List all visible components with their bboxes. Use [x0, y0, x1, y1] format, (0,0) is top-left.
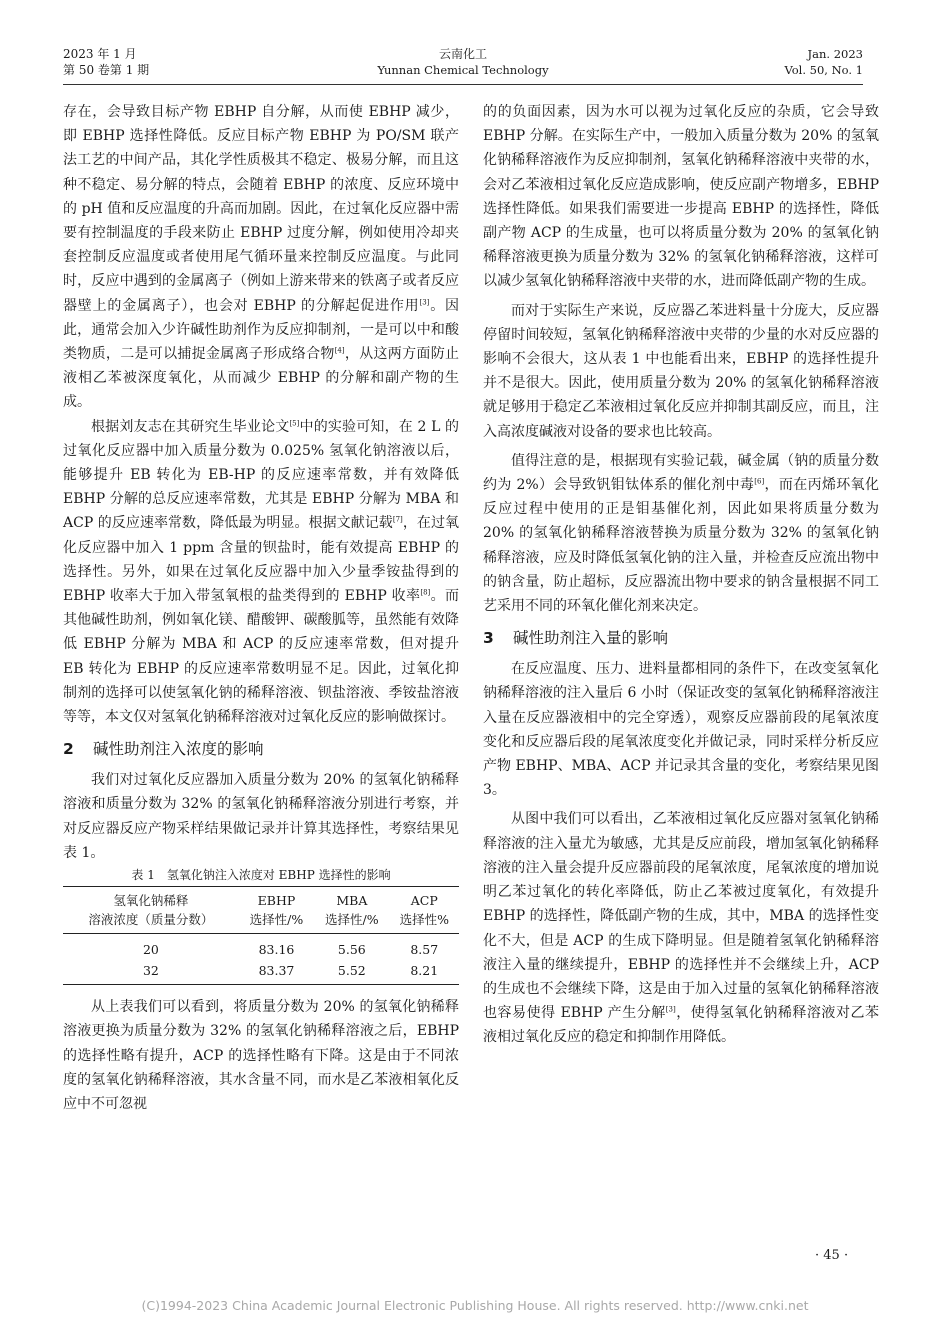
text-run: ，在过氧化反应器中加入 1 ppm 含量的钡盐时，能有效提高 EBHP 的选择性。另外，如果在过氧化反应器中加入少量季铵盐得到的 EBHP 收率大于加入带氢氧根的盐类得到的 EBHP 收率 [63, 515, 459, 605]
table-header-cell: 选择性/% [239, 910, 314, 934]
table-header-cell: 选择性/% [314, 910, 389, 934]
table-cell: 8.57 [410, 942, 439, 958]
right-column [483, 100, 879, 1050]
section-number: 3 [483, 629, 494, 648]
table-header-cell: 选择性% [390, 910, 459, 934]
table-cell: 5.56 [337, 942, 366, 958]
table-caption: 表 1 氢氧化钠注入浓度对 EBHP 选择性的影响 [131, 868, 391, 883]
table-header-cell: MBA [314, 887, 389, 911]
left-column [63, 100, 459, 1116]
section-title: 碱性助剂注入浓度的影响 [93, 740, 264, 759]
header-volume-cn: 第 50 卷第 1 期 [63, 63, 150, 77]
citation: [6] [754, 477, 765, 486]
table-header-cell: ACP [390, 887, 459, 911]
page-number: · 45 · [815, 1248, 849, 1263]
header-volume-en: Vol. 50, No. 1 [784, 63, 863, 77]
paragraph: 而对于实际生产来说，反应器乙苯进料量十分庞大，反应器停留时间较短，氢氧化钠稀释溶液中夹带的少量的水对反应器的影响不会很大，这从表 1 中也能看出来，EBHP 的选择性提升并不是很大。因此，使用质量分数为 20% 的氢氧化钠稀释溶液就足够用于稳定乙苯液相过氧化反应并抑制其副反应，而且，注入高浓度碱液对设备的要求也比较高。 [483, 302, 879, 440]
text-run: 中的实验可知，在 2 L 的过氧化反应器中加入质量分数为 0.025% 氢氧化钠溶液以后，能够提升 EB 转化为 EB-HP 的反应速率常数，并有效降低 EBHP 分解的总反应速率常数，尤其是 EBHP 分解为 MBA 和 ACP 的反应速率常数，降低最为明显。根据文献记载 [63, 418, 459, 532]
selectivity-table [63, 886, 459, 985]
citation: [8] [420, 588, 431, 597]
text-run: 根据刘友志在其研究生毕业论文 [91, 418, 290, 435]
text-run: 存在，会导致目标产物 EBHP 自分解，从而使 EBHP 减少，即 EBHP 选择性降低。反应目标产物 EBHP 为 PO/SM 联产法工艺的中间产品，其化学性质极其不稳定、极易分解，而且这种不稳定、易分解的特点，会随着 EBHP 的浓度、反应环境中的 pH 值和反应温度的升高而加剧。因此，在过氧化反应器中需要有控制温度的手段来防止 EBHP 过度分解，例如使用冷却夹套控制反应温度或者使用尾气循环量来控制反应温度。与此同时，反应中遇到的金属离子（例如上游来带来的铁离子或者反应器壁上的金属离子），也会对 EBHP 的分解起促进作用 [63, 104, 459, 314]
citation: [3] [665, 1005, 676, 1014]
journal-title-en: Yunnan Chemical Technology [377, 63, 549, 77]
table-row [63, 934, 459, 961]
text-run: ，而在丙烯环氧化反应过程中使用的正是钼基催化剂，因此如果将质量分数为 20% 的氢氧化钠稀释溶液替换为质量分数为 32% 的氢氧化钠稀释溶液，应及时降低氢氧化钠的注入量，并检查反应流出物中的钠含量，防止超标，反应器流出物中要求的钠含量根据不同工艺采用不同的环氧化催化剂来决定。 [483, 477, 879, 615]
journal-title-cn: 云南化工 [438, 47, 487, 61]
paragraph [63, 415, 459, 730]
section-title: 碱性助剂注入量的影响 [513, 629, 669, 648]
table-cell: 83.16 [258, 942, 295, 958]
text-run: ，从这两方面防止液相乙苯被深度氧化，从而减少 EBHP 的分解和副产物的生成。 [63, 346, 460, 411]
text-run: 。因此，通常会加入少许碱性助剂作为反应抑制剂，一是可以中和酸类物质，二是可以捕捉金属离子形成络合物 [63, 297, 459, 363]
citation: [5] [289, 418, 300, 427]
text-run: 值得注意的是，根据现有实验记载，碱金属（钠的质量分数约为 2%）会导致钒钼钛体系的催化剂中毒 [483, 452, 879, 494]
text-run: ，使得氢氧化钠稀释溶液对乙苯液相过氧化反应的稳定和抑制作用降低。 [483, 1005, 879, 1046]
table-cell: 8.21 [390, 960, 459, 985]
header-date-en: Jan. 2023 [807, 47, 863, 61]
table-header-cell: EBHP [239, 887, 314, 911]
header-rule [63, 84, 863, 85]
table-header-row [63, 910, 459, 934]
table-row [63, 960, 459, 985]
section-heading-3 [483, 626, 879, 650]
header-journal [63, 46, 863, 78]
paragraph: 我们对过氧化反应器加入质量分数为 20% 的氢氧化钠稀释溶液和质量分数为 32% 的氢氧化钠稀释溶液分别进行考察，并对反应器反应产物采样结果做记录并计算其选择性，考察结果见表 1。 [63, 772, 459, 861]
header-issue-en [784, 46, 863, 78]
paragraph: 的的负面因素，因为水可以视为过氧化反应的杂质，它会导致 EBHP 分解。在实际生产中，一般加入质量分数为 20% 的氢氧化钠稀释溶液作为反应抑制剂，氢氧化钠稀释溶液中夹带的水，会对乙苯液相过氧化反应造成影响，使反应副产物增多，EBHP 选择性降低。如果我们需要进一步提高 EBHP 的选择性，降低副产物 ACP 的生成量，也可以将质量分数为 20% 的氢氧化钠稀释溶液更换为质量分数为 32% 的氢氧化钠稀释溶液，这样可以减少氢氧化钠稀释溶液中夹带的水，进而降低副产物的生成。 [483, 104, 879, 290]
paragraph [63, 100, 459, 415]
paragraph [483, 449, 879, 618]
table-header-cell: 溶液浓度（质量分数） [63, 910, 239, 934]
section-heading-2 [63, 737, 459, 761]
citation: [7] [392, 515, 403, 524]
table-header-cell: 氢氧化钠稀释 [63, 887, 239, 911]
text-run: 。而其他碱性助剂，例如氧化镁、醋酸钾、碳酸胍等，虽然能有效降低 EBHP 分解为 MBA 和 ACP 的反应速率常数，但对提升 EB 转化为 EBHP 的反应速率常数明显不足。因此，过氧化抑制剂的选择可以使氢氧化钠的稀释溶液、钡盐溶液、季铵盐溶液等等，本文仅对氢氧化钠稀释溶液对过氧化反应的影响做探讨。 [63, 588, 460, 726]
paragraph: 在反应温度、压力、进料量都相同的条件下，在改变氢氧化钠稀释溶液的注入量后 6 小时（保证改变的氢氧化钠稀释溶液注入量在反应器液相中的完全穿透），观察反应器前段的尾氧浓度变化和反应器后段的尾氧浓度变化并做记录，同时采样分析反应产物 EBHP、MBA、ACP 并记录其含量的变化，考察结果见图 3。 [483, 661, 880, 799]
paragraph: 从上表我们可以看到，将质量分数为 20% 的氢氧化钠稀释溶液更换为质量分数为 32% 的氢氧化钠稀释溶液之后，EBHP 的选择性略有提升，ACP 的选择性略有下降。这是由于不同浓度的氢氧化钠稀释溶液，其水含量不同，而水是乙苯液相氧化反应中不可忽视 [63, 999, 459, 1112]
table-cell: 32 [63, 960, 239, 985]
table-cell: 83.37 [239, 960, 314, 985]
running-header [63, 46, 863, 82]
citation: [4] [334, 346, 345, 355]
copyright-footer: (C)1994-2023 China Academic Journal Electronic Publishing House. All rights reserved. http://www.cnki.net [141, 1298, 809, 1313]
table-header-row [63, 887, 459, 911]
table-cell: 20 [142, 942, 159, 958]
text-run: 从图中我们可以看出，乙苯液相过氧化反应器对氢氧化钠稀释溶液的注入量尤为敏感，尤其是反应前段，增加氢氧化钠稀释溶液的注入量会提升反应器前段的尾氧浓度，尾氧浓度的增加说明乙苯过氧化的转化率降低，防止乙苯被过度氧化，有效提升 EBHP 的选择性，降低副产物的生成，其中，MBA 的选择性变化不大，但是 ACP 的生成下降明显。但是随着氢氧化钠稀释溶液注入量的继续提升，EBHP 的选择性并不会继续上升，ACP 的生成也不会继续下降，这是由于加入过量的氢氧化钠稀释溶液也容易使得 EBHP 产生分解 [483, 811, 879, 1022]
section-number: 2 [63, 740, 74, 759]
header-date-cn: 2023 年 1 月 [63, 47, 137, 61]
paragraph [483, 807, 879, 1049]
citation: [3] [419, 297, 430, 306]
table-cell: 5.52 [314, 960, 389, 985]
